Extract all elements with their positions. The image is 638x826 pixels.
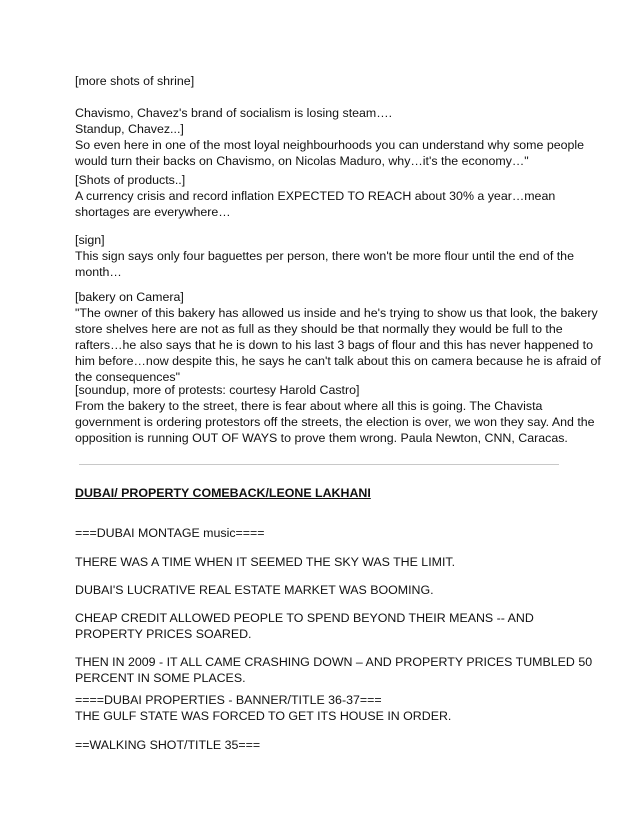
script-line: DUBAI'S LUCRATIVE REAL ESTATE MARKET WAS BOOMING.: [75, 583, 434, 597]
script-line: THE GULF STATE WAS FORCED TO GET ITS HOUSE IN ORDER.: [75, 709, 452, 723]
text-line: government is ordering protestors off the streets, the election is over, we won they say. And the: [75, 415, 595, 429]
paragraph-currency: [75, 188, 575, 220]
bakery-cue: [bakery on Camera]: [75, 290, 184, 304]
text-line: "The owner of this bakery has allowed us inside and he's trying to show us that look, the bakery: [75, 306, 598, 320]
paragraph-sign: [75, 248, 575, 280]
text-line: Chavismo, Chavez's brand of socialism is losing steam….: [75, 106, 393, 120]
text-line: month…: [75, 265, 122, 279]
products-cue: [Shots of products..]: [75, 173, 186, 187]
text-line: This sign says only four baguettes per person, there won't be more flour until the end of the: [75, 249, 574, 263]
paragraph-street: [75, 398, 595, 446]
paragraph-bakery: [75, 305, 601, 385]
montage-cue: ===DUBAI MONTAGE music====: [75, 526, 265, 540]
text-line: store shelves here are not as full as they should be that normally they would be full to the: [75, 322, 563, 336]
section-divider: [79, 464, 559, 465]
text-line: shortages are everywhere…: [75, 205, 231, 219]
protest-cue: [soundup, more of protests: courtesy Harold Castro]: [75, 383, 360, 397]
text-line: him before…now despite this, he says he can't talk about this on camera because he is afraid of: [75, 354, 601, 368]
walking-cue: ==WALKING SHOT/TITLE 35===: [75, 738, 261, 752]
script-line: THERE WAS A TIME WHEN IT SEEMED THE SKY WAS THE LIMIT.: [75, 555, 456, 569]
text-line: So even here in one of the most loyal neighbourhoods you can understand why some people: [75, 138, 585, 152]
text-line: the consequences": [75, 370, 180, 384]
text-line: CHEAP CREDIT ALLOWED PEOPLE TO SPEND BEYOND THEIR MEANS -- AND: [75, 611, 534, 625]
text-line: A currency crisis and record inflation EXPECTED TO REACH about 30% a year…mean: [75, 189, 556, 203]
text-line: rafters…he also says that he is down to his last 3 bags of flour and this has never happened to: [75, 338, 593, 352]
script-paragraph: [75, 610, 575, 642]
text-line: opposition is running OUT OF WAYS to prove them wrong. Paula Newton, CNN, Caracas.: [75, 431, 568, 445]
text-line: PERCENT IN SOME PLACES.: [75, 671, 246, 685]
text-line: PROPERTY PRICES SOARED.: [75, 627, 252, 641]
text-line: THEN IN 2009 - IT ALL CAME CRASHING DOWN – AND PROPERTY PRICES TUMBLED 50: [75, 655, 593, 669]
paragraph-chavismo: [75, 105, 585, 169]
shrine-cue: [more shots of shrine]: [75, 74, 195, 88]
story-title: DUBAI/ PROPERTY COMEBACK/LEONE LAKHANI: [75, 486, 371, 500]
banner-cue: ====DUBAI PROPERTIES - BANNER/TITLE 36-37===: [75, 693, 382, 707]
text-line: Standup, Chavez...]: [75, 122, 184, 136]
text-line: From the bakery to the street, there is fear about where all this is going. The Chavista: [75, 399, 543, 413]
text-line: would turn their backs on Chavismo, on Nicolas Maduro, why…it's the economy…": [75, 154, 529, 168]
script-paragraph: [75, 654, 593, 686]
sign-cue: [sign]: [75, 233, 105, 247]
